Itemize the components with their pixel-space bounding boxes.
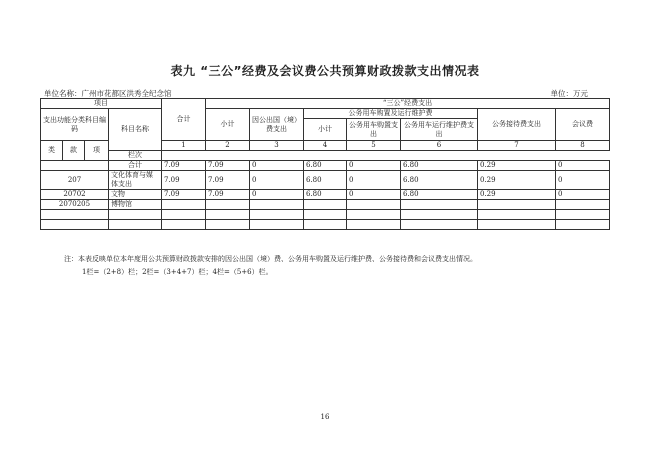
cell: 0 — [250, 171, 304, 190]
cell — [206, 210, 250, 220]
row-code: 20702 — [41, 190, 109, 200]
cell: 0 — [347, 161, 401, 171]
col-index-5: 5 — [347, 141, 401, 151]
table-row — [41, 220, 610, 230]
row-code: 2070205 — [41, 200, 109, 210]
cell — [304, 200, 347, 210]
cell — [478, 210, 556, 220]
cell — [556, 220, 610, 230]
cell — [401, 200, 478, 210]
cell: 7.09 — [162, 171, 206, 190]
cell: 0 — [347, 190, 401, 200]
row-code: 207 — [41, 171, 109, 190]
table-row — [41, 200, 610, 210]
expense-table — [40, 98, 610, 230]
header-vehicle-buy: 公务用车购置支出 — [347, 119, 401, 141]
cell — [401, 210, 478, 220]
cell — [250, 200, 304, 210]
unit-name: 单位名称：广州市花都区洪秀全纪念馆 — [44, 89, 172, 98]
unit-label: 单位：万元 — [550, 89, 588, 98]
cell: 0.29 — [478, 171, 556, 190]
header-project: 项目 — [41, 99, 162, 109]
cell: 6.80 — [304, 171, 347, 190]
cell — [250, 220, 304, 230]
header-total: 合计 — [162, 99, 206, 141]
col-index-3: 3 — [250, 141, 304, 151]
header-abroad: 因公出国（境）费支出 — [250, 109, 304, 141]
cell: 7.09 — [162, 161, 206, 171]
table-title: 表九 “三公”经费及会议费公共预算财政拨款支出情况表 — [170, 64, 480, 78]
row-name: 文化体育与媒体支出 — [109, 171, 162, 190]
header-three-public: “三公”经费支出 — [206, 99, 610, 109]
col-index-total: 1 — [162, 141, 206, 151]
header-meeting: 会议费 — [556, 109, 610, 141]
table-row — [41, 171, 610, 190]
cell: 7.09 — [206, 190, 250, 200]
col-index-6: 6 — [401, 141, 478, 151]
col-index-2: 2 — [206, 141, 250, 151]
row-code — [41, 161, 109, 171]
header-subtotal: 小计 — [206, 109, 250, 141]
cell: 6.80 — [401, 161, 478, 171]
note-line-1: 注：本表反映单位本年度用公共预算财政拨款安排的因公出国（境）费、公务用车购置及运行维护费、公务接待费和会议费支出情况。 — [64, 255, 477, 263]
row-code — [41, 220, 109, 230]
table-row — [41, 190, 610, 200]
header-vehicle-group: 公务用车购置及运行维护费 — [304, 109, 478, 119]
cell — [304, 220, 347, 230]
row-name: 合计 — [109, 161, 162, 171]
cell — [347, 210, 401, 220]
cell: 0.29 — [478, 161, 556, 171]
cell: 7.09 — [206, 171, 250, 190]
cell: 7.09 — [162, 190, 206, 200]
cell: 6.80 — [401, 171, 478, 190]
row-name: 博物馆 — [109, 200, 162, 210]
cell: 6.80 — [401, 190, 478, 200]
header-vehicle-subtotal: 小计 — [304, 119, 347, 141]
cell: 6.80 — [304, 161, 347, 171]
cell — [347, 220, 401, 230]
row-name: 文物 — [109, 190, 162, 200]
note-line-2: 1栏=（2+8）栏；2栏=（3+4+7）栏；4栏=（5+6）栏。 — [82, 268, 273, 276]
cell — [556, 210, 610, 220]
cell: 6.80 — [304, 190, 347, 200]
cell: 0 — [556, 161, 610, 171]
col-index-label: 栏次 — [109, 151, 162, 161]
header-kuan: 款 — [63, 141, 85, 161]
cell — [206, 200, 250, 210]
row-name — [109, 210, 162, 220]
col-index-7: 7 — [478, 141, 556, 151]
cell — [401, 220, 478, 230]
header-func-code: 支出功能分类科目编码 — [41, 109, 109, 141]
header-subject-name: 科目名称 — [109, 109, 162, 151]
col-index-4: 4 — [304, 141, 347, 151]
col-index-8: 8 — [556, 141, 610, 151]
cell — [206, 220, 250, 230]
cell — [478, 220, 556, 230]
cell: 7.09 — [206, 161, 250, 171]
cell: 0 — [347, 171, 401, 190]
cell: 0 — [556, 190, 610, 200]
header-lei: 类 — [41, 141, 63, 161]
page-number: 16 — [320, 413, 330, 421]
header-reception: 公务接待费支出 — [478, 109, 556, 141]
table-row — [41, 161, 610, 171]
cell: 0 — [556, 171, 610, 190]
cell — [478, 200, 556, 210]
cell — [556, 200, 610, 210]
row-code — [41, 210, 109, 220]
cell — [162, 210, 206, 220]
cell — [304, 210, 347, 220]
cell: 0 — [250, 161, 304, 171]
header-xiang: 项 — [85, 141, 109, 161]
cell: 0 — [250, 190, 304, 200]
cell — [250, 210, 304, 220]
cell: 0.29 — [478, 190, 556, 200]
cell — [347, 200, 401, 210]
cell — [162, 220, 206, 230]
table-row — [41, 210, 610, 220]
header-vehicle-run: 公务用车运行维护费支出 — [401, 119, 478, 141]
cell — [162, 200, 206, 210]
row-name — [109, 220, 162, 230]
